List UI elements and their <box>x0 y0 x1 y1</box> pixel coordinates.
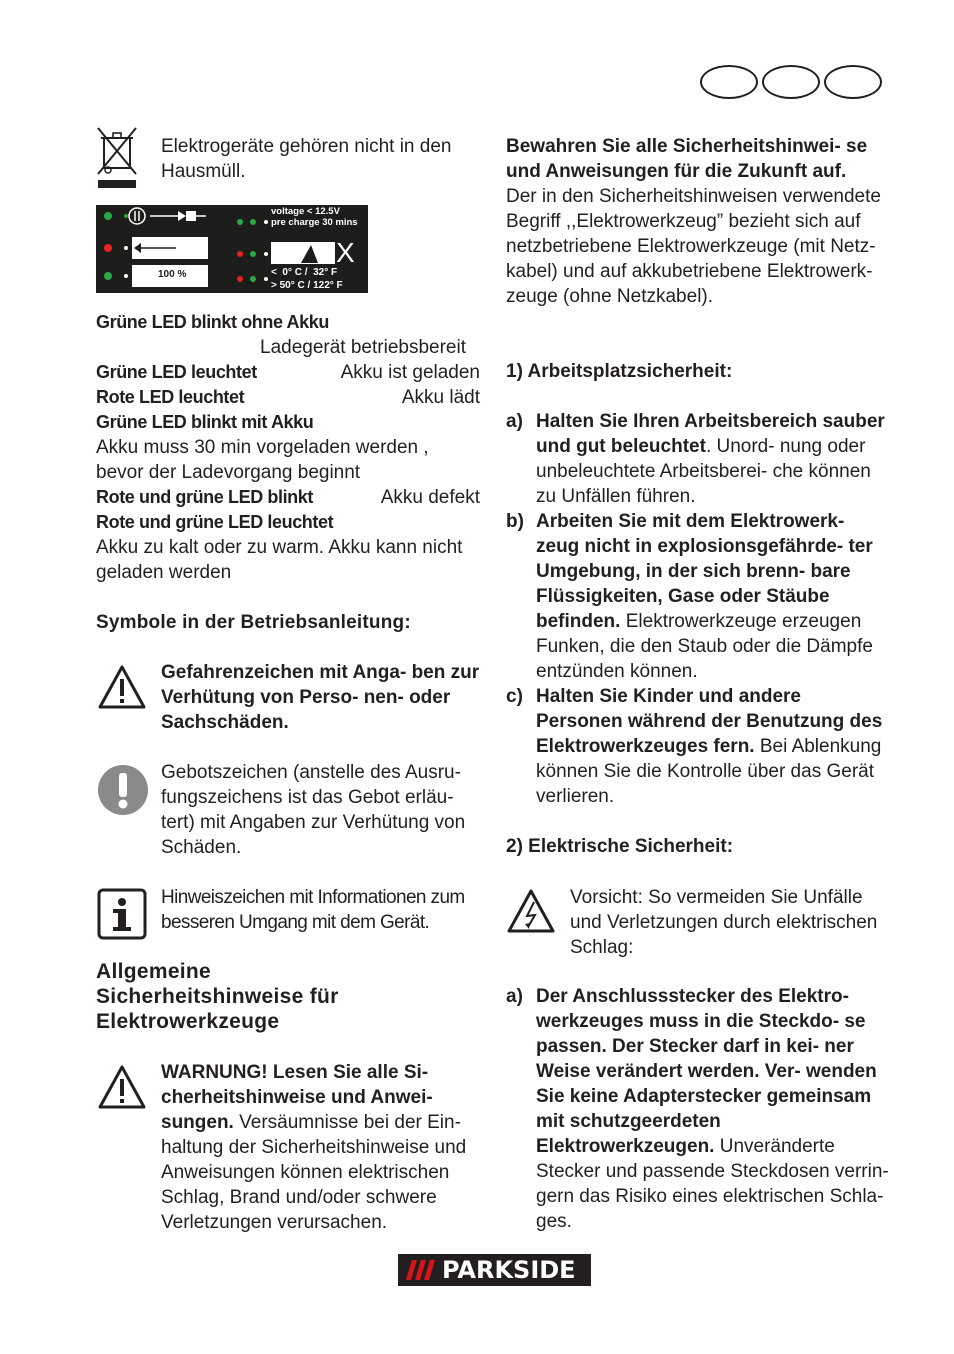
language-badge <box>762 65 820 99</box>
status-value: Akku muss 30 min vorgeladen werden , bevor der Ladevorgang beginnt <box>96 437 429 483</box>
temp-high-label: > 50° C / 122° F <box>271 280 343 291</box>
item-text: . Unord- nung oder unbeleuchtete Arbeitsberei- che können zu Unfällen führen. <box>536 436 871 507</box>
warning-text: Versäumnisse bei der Ein- haltung der Sicherheitshinweise und Anweisungen können elektrischen Schlag, Brand und/oder schwere Verletzungen verursachen. <box>161 1112 467 1233</box>
item-text: Unveränderte Stecker und passende Steckdosen verrin- gern das Risiko eines elektrischen Schla- ges. <box>536 1136 889 1232</box>
status-label: Rote und grüne LED blinkt <box>96 487 313 507</box>
crossed-bin-icon <box>96 126 140 190</box>
status-row <box>96 485 480 510</box>
general-heading-line: Sicherheitshinweise für <box>96 985 339 1008</box>
info-sign-icon <box>97 888 147 945</box>
item-label: a) <box>506 986 523 1007</box>
list-item <box>506 984 890 1234</box>
status-label: Grüne LED blinkt mit Akku <box>96 412 314 432</box>
item-text: Bei Ablenkung können Sie die Kontrolle über das Gerät verlieren. <box>536 736 882 807</box>
warning-paragraph <box>161 1060 481 1235</box>
list-item <box>506 509 890 684</box>
error-x-mark: X <box>336 237 355 268</box>
section1-heading: 1) Arbeitsplatzsicherheit: <box>506 361 733 382</box>
general-heading <box>96 959 339 1034</box>
item-label: c) <box>506 686 523 707</box>
weee-text: Elektrogeräte gehören nicht in den Hausmüll. <box>161 136 452 182</box>
danger-sign-text: Gefahrenzeichen mit Anga- ben zur Verhütung von Perso- nen- oder Sachschäden. <box>161 662 480 733</box>
item-bold: Der Anschlussstecker des Elektro- werkzeuges muss in die Steckdo- se passen. Der Stecker darf in kei- ner Weise verändert werden. Ver- wenden Sie keine Adapterstecker gemeinsam mit schutzgeerdeten Elektrowerkzeugen. <box>536 986 877 1157</box>
status-value: Akku zu kalt oder zu warm. Akku kann nicht geladen werden <box>96 537 463 583</box>
shock-warning-text: Vorsicht: So vermeiden Sie Unfälle und Verletzungen durch elektrischen Schlag: <box>570 887 878 958</box>
section2-heading: 2) Elektrische Sicherheit: <box>506 836 734 857</box>
mandatory-sign-text: Gebotszeichen (anstelle des Ausru- fungszeichens ist das Gebot erläu- tert) mit Angaben zur Verhütung von Schäden. <box>161 762 466 858</box>
language-badge <box>824 65 882 99</box>
keep-paragraph <box>506 134 890 309</box>
item-label: b) <box>506 511 524 532</box>
status-label: Grüne LED leuchtet <box>96 362 257 382</box>
status-row <box>96 360 480 385</box>
electric-shock-warning-icon <box>506 888 556 939</box>
voltage-label: voltage < 12.5V <box>271 206 340 217</box>
info-sign-text: Hinweiszeichen mit Informationen zum besseren Umgang mit dem Gerät. <box>161 887 465 933</box>
warning-triangle-icon <box>97 664 147 715</box>
status-value: Akku ist geladen <box>340 362 480 383</box>
parkside-logo <box>398 1254 591 1286</box>
mandatory-sign-icon <box>97 764 149 821</box>
status-label: Rote und grüne LED leuchtet <box>96 512 334 532</box>
symbols-heading: Symbole in der Betriebsanleitung: <box>96 612 411 633</box>
warning-triangle-icon <box>97 1064 147 1115</box>
general-heading-line: Elektrowerkzeuge <box>96 1010 280 1033</box>
status-value: Akku lädt <box>401 387 480 408</box>
list-item <box>506 409 890 509</box>
keep-bold: Bewahren Sie alle Sicherheitshinwei- se und Anweisungen für die Zukunft auf. <box>506 136 868 182</box>
status-value: Akku defekt <box>380 487 480 508</box>
language-badges <box>700 65 882 99</box>
status-value: Ladegerät betriebsbereit <box>260 337 466 358</box>
item-bold: Halten Sie Kinder und andere Personen während der Benutzung des Elektrowerkzeuges fern. <box>536 686 883 757</box>
item-text: Elektrowerkzeuge erzeugen Funken, die den Staub oder die Dämpfe entzünden können. <box>536 611 873 682</box>
temp-low-label: < 0° C / 32° F <box>271 267 338 278</box>
percent-label: 100 % <box>158 269 187 280</box>
brand-name: PARKSIDE <box>442 1256 576 1284</box>
status-row <box>96 385 480 410</box>
list-item <box>506 684 890 809</box>
status-label: Grüne LED blinkt ohne Akku <box>96 312 329 332</box>
warning-bold: WARNUNG! Lesen Sie alle Si- cherheitshinweise und Anwei- sungen. <box>161 1062 433 1133</box>
item-bold: Arbeiten Sie mit dem Elektrowerk- zeug nicht in explosionsgefährde- ter Umgebung, in der sich brenn- bare Flüssigkeiten, Gase oder Stäube befinden. <box>536 511 873 632</box>
item-label: a) <box>506 411 523 432</box>
keep-text: Der in den Sicherheitshinweisen verwendete Begriff ,,Elektrowerkzeug” bezieht sich auf netzbetriebene Elektrowerkzeuge (mit Netz- kabel) und auf akkubetriebene Elektrowerk- zeuge (ohne Netzkabel). <box>506 186 881 307</box>
language-badge <box>700 65 758 99</box>
item-bold: Halten Sie Ihren Arbeitsbereich sauber und gut beleuchtet <box>536 411 885 457</box>
precharge-label: pre charge 30 mins <box>271 217 358 228</box>
led-panel <box>96 205 368 293</box>
general-heading-line: Allgemeine <box>96 960 212 983</box>
status-label: Rote LED leuchtet <box>96 387 245 407</box>
